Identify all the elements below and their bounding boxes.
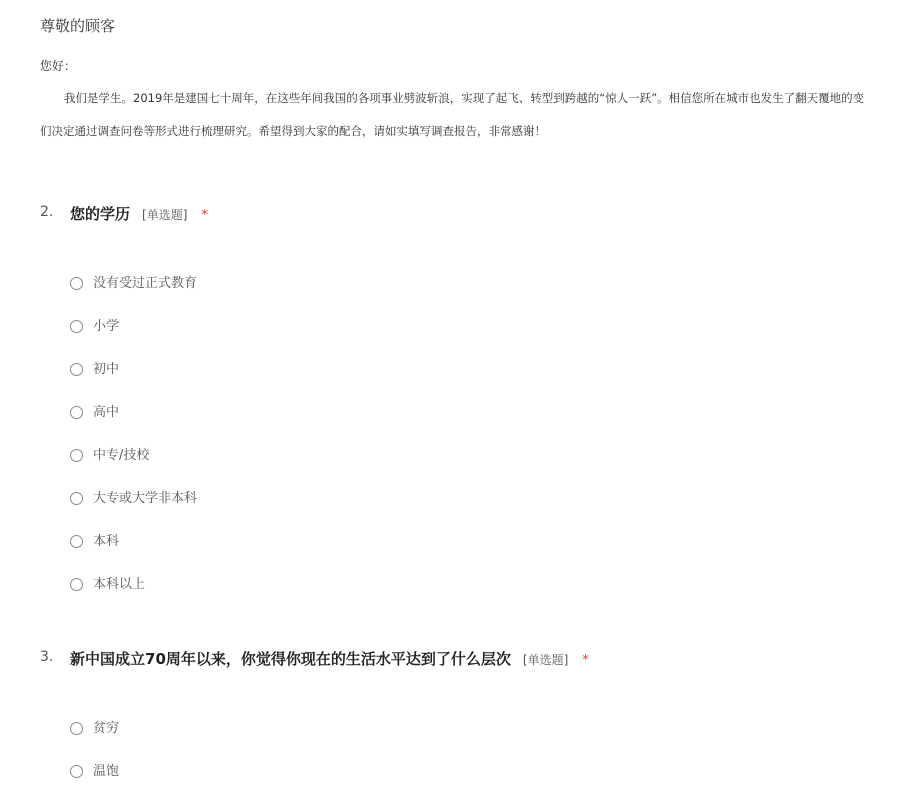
- option-label[interactable]: 初中: [93, 362, 120, 377]
- option-label[interactable]: 小学: [93, 319, 120, 334]
- radio-button[interactable]: [70, 578, 83, 591]
- radio-button[interactable]: [70, 406, 83, 419]
- intro-paragraph-line-2: 们决定通过调查问卷等形式进行梳理研究。希望得到大家的配合，请如实填写调查报告，非常感谢！: [40, 124, 546, 138]
- radio-button[interactable]: [70, 492, 83, 505]
- radio-button[interactable]: [70, 535, 83, 548]
- radio-button[interactable]: [70, 320, 83, 333]
- required-mark: *: [201, 208, 208, 223]
- question-title: 新中国成立70周年以来，你觉得你现在的生活水平达到了什么层次: [70, 650, 511, 668]
- question-title: 您的学历: [70, 205, 131, 223]
- radio-button[interactable]: [70, 722, 83, 735]
- question-number: 3.: [40, 649, 54, 665]
- radio-button[interactable]: [70, 363, 83, 376]
- question-number: 2.: [40, 204, 54, 220]
- radio-button[interactable]: [70, 449, 83, 462]
- intro-title: 尊敬的顾客: [40, 17, 116, 35]
- option-label[interactable]: 中专/技校: [93, 448, 150, 463]
- option-label[interactable]: 本科: [93, 534, 120, 549]
- option-label[interactable]: 没有受过正式教育: [93, 276, 198, 291]
- question-type-label: [单选题]: [142, 208, 188, 222]
- intro-paragraph-line-1: 我们是学生。2019年是建国七十周年，在这些年间我国的各项事业劈波斩浪，实现了起飞、转型到跨越的“惊人一跃”。相信您所在城市也发生了翻天覆地的变: [64, 91, 865, 105]
- option-label[interactable]: 贫穷: [93, 721, 120, 736]
- option-label[interactable]: 大专或大学非本科: [93, 491, 198, 506]
- intro-greeting: 您好：: [40, 59, 77, 73]
- radio-button[interactable]: [70, 765, 83, 778]
- option-label[interactable]: 高中: [93, 405, 120, 420]
- required-mark: *: [582, 653, 589, 668]
- question-type-label: [单选题]: [522, 653, 569, 667]
- option-label[interactable]: 本科以上: [93, 577, 146, 592]
- radio-button[interactable]: [70, 277, 83, 290]
- option-label[interactable]: 温饱: [93, 764, 120, 779]
